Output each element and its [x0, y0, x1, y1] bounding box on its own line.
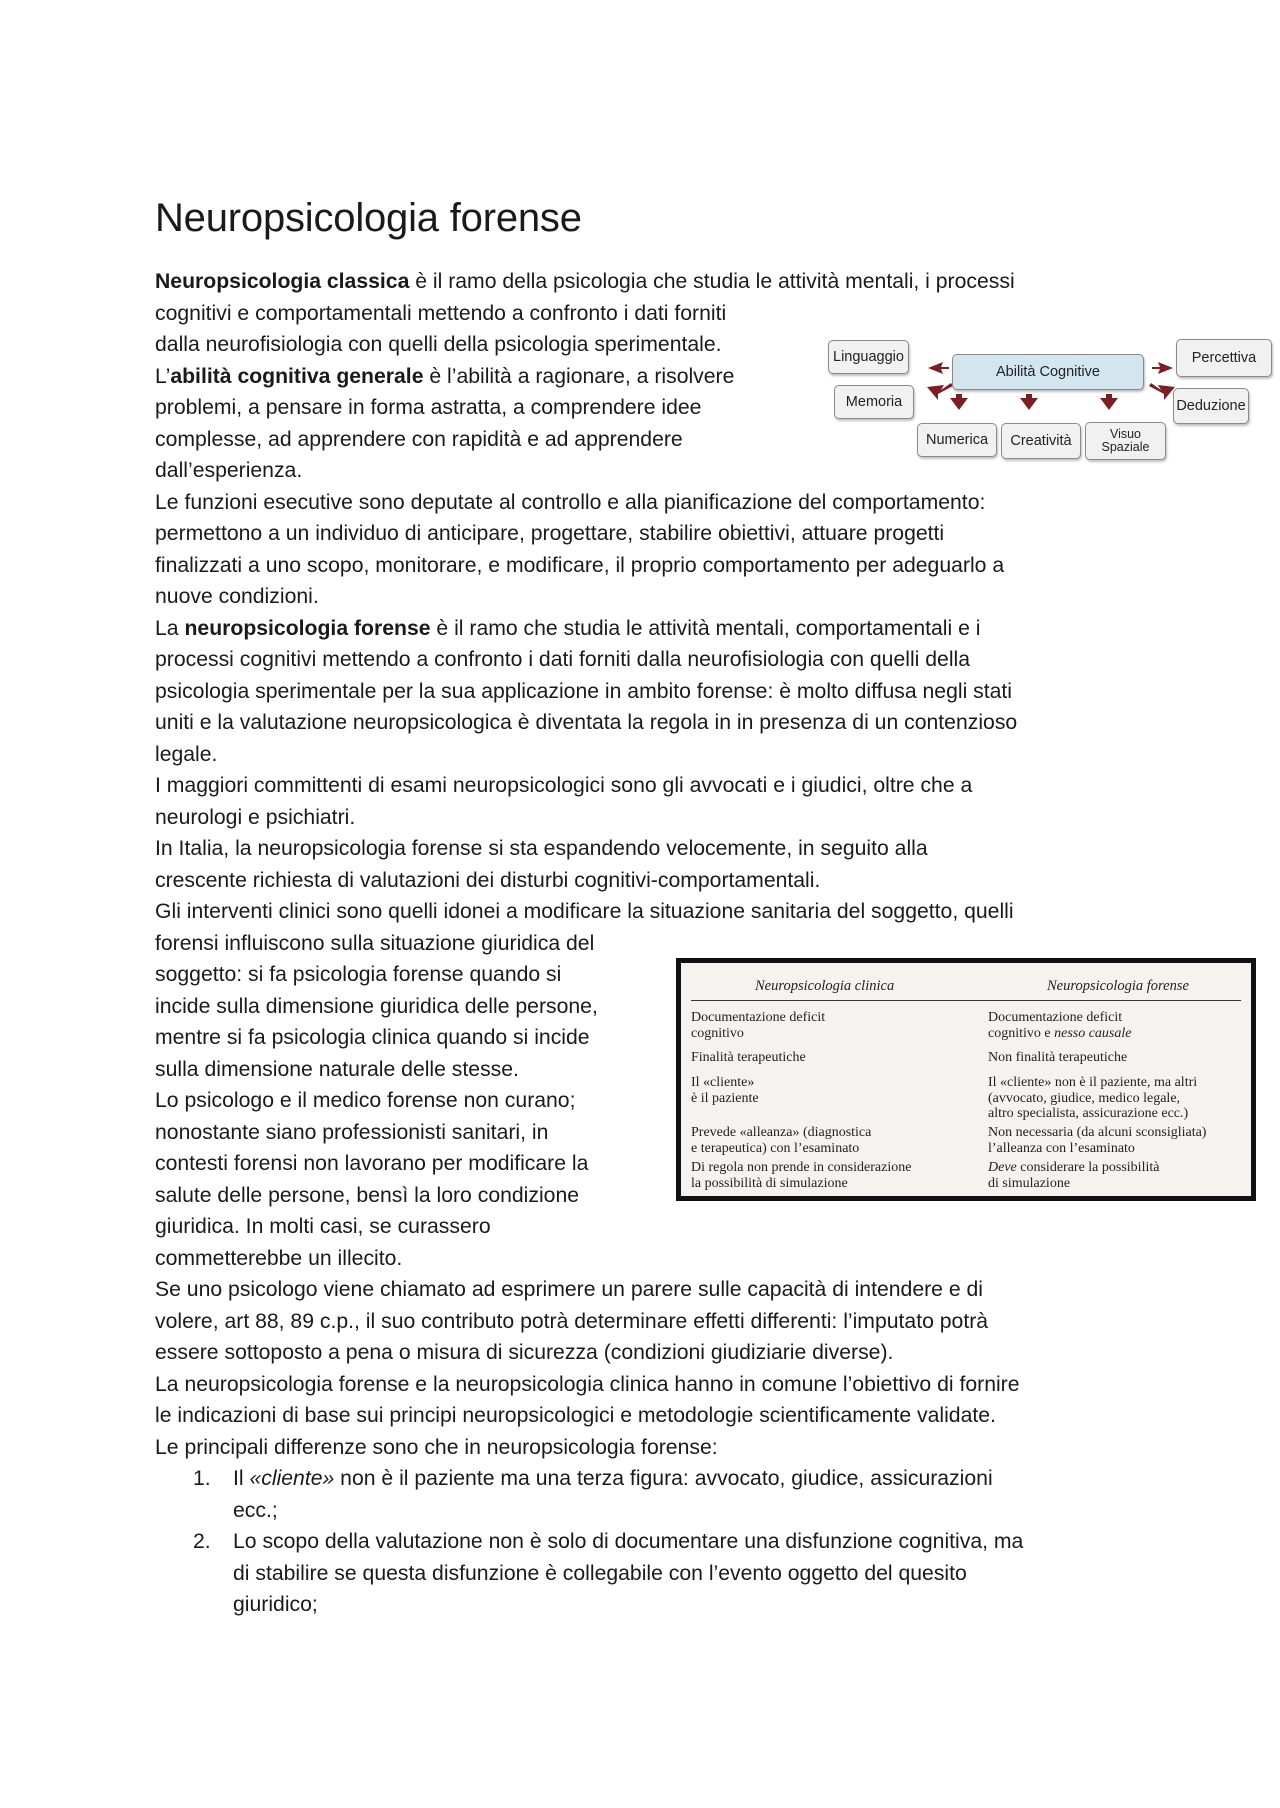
emphasis: «cliente»: [249, 1467, 335, 1490]
text-line: uniti e la valutazione neuropsicologica è diventata la regola in in presenza di un contenzioso: [155, 711, 1018, 734]
text-line: Lo psicologo e il medico forense non curano;: [155, 1089, 576, 1112]
text-line: essere sottoposto a pena o misura di sicurezza (condizioni giudiziarie diverse).: [155, 1341, 894, 1364]
numerica-box: Numerica: [917, 423, 997, 457]
text-line: La neuropsicologia forense è il ramo che studia le attività mentali, comportamentali e i: [155, 616, 981, 640]
table-cell: Di regola non prende in considerazione la possibilità di simulazione: [691, 1160, 912, 1191]
table-cell: Documentazione deficit cognitivo e nesso causale: [988, 1010, 1132, 1041]
text-line: volere, art 88, 89 c.p., il suo contributo potrà determinare effetti differenti: l’imputato potrà: [155, 1309, 989, 1333]
table-cell: Prevede «alleanza» (diagnostica e terapeutica) con l’esaminato: [691, 1125, 872, 1156]
list-item-line: Il «cliente» non è il paziente ma una terza figura: avvocato, giudice, assicurazioni: [233, 1467, 993, 1490]
arrow-to-memoria: [927, 383, 953, 400]
text-line: processi cognitivi mettendo a confronto i dati forniti dalla neurofisiologia con quelli della: [155, 648, 971, 671]
text-line: neurologi e psichiatri.: [155, 805, 356, 829]
text-line: La neuropsicologia forense e la neuropsicologia clinica hanno in comune l’obiettivo di fornire: [155, 1372, 1020, 1396]
text-line: legale.: [155, 742, 218, 766]
text-line: le indicazioni di base sui principi neuropsicologici e metodologie scientificamente validate.: [155, 1404, 996, 1427]
list-item-line: giuridico;: [233, 1593, 318, 1616]
text-line: problemi, a pensare in forma astratta, a comprendere idee: [155, 396, 702, 419]
text-line: nuove condizioni.: [155, 585, 319, 608]
table-header-rule: [691, 1000, 1241, 1001]
text-line: crescente richiesta di valutazioni dei disturbi cognitivi-comportamentali.: [155, 868, 821, 892]
arrow-to-numerica: [950, 394, 968, 410]
arrow-to-creativita: [1020, 394, 1038, 410]
table-header-clinica: Neuropsicologia clinica: [755, 978, 895, 994]
text-line: cognitivi e comportamentali mettendo a confronto i dati forniti: [155, 301, 727, 325]
cognitive-abilities-diagram: [828, 338, 1274, 466]
text-line: dall’esperienza.: [155, 459, 303, 482]
text-line: nonostante siano professionisti sanitari, in: [155, 1120, 549, 1144]
bold-term: abilità cognitiva generale: [170, 364, 424, 388]
arrow-to-percettiva: [1152, 362, 1173, 374]
text-line: Gli interventi clinici sono quelli idonei a modificare la situazione sanitaria del soggetto, quelli: [155, 900, 1014, 923]
percettiva-box: Percettiva: [1176, 339, 1272, 377]
table-cell: Finalità terapeutiche: [691, 1050, 806, 1065]
text-line: mentre si fa psicologia clinica quando si incide: [155, 1026, 590, 1049]
page-title: Neuropsicologia forense: [155, 196, 582, 240]
text-line: finalizzati a uno scopo, monitorare, e modificare, il proprio comportamento per adeguarlo a: [155, 553, 1005, 577]
text-line: salute delle persone, bensì la loro condizione: [155, 1183, 580, 1207]
text-line: psicologia sperimentale per la sua applicazione in ambito forense: è molto diffusa negli stati: [155, 679, 1013, 703]
arrow-to-visuo-spaziale: [1100, 394, 1118, 410]
abilita-cognitive-box: Abilità Cognitive: [952, 354, 1144, 390]
text-line: sulla dimensione naturale delle stesse.: [155, 1057, 519, 1081]
bold-term: neuropsicologia forense: [184, 616, 431, 640]
text-line: Le funzioni esecutive sono deputate al controllo e alla pianificazione del comportamento:: [155, 490, 986, 514]
comparison-table-image: [676, 958, 1256, 1201]
table-header-forense: Neuropsicologia forense: [1047, 978, 1189, 994]
text-line: dalla neurofisiologia con quelli della psicologia sperimentale.: [155, 333, 722, 356]
linguaggio-box: Linguaggio: [828, 340, 909, 374]
text-line: giuridica. In molti casi, se curassero: [155, 1215, 491, 1238]
table-cell: Il «cliente» è il paziente: [691, 1075, 759, 1106]
text-line: permettono a un individuo di anticipare, progettare, stabilire obiettivi, attuare progetti: [155, 522, 945, 545]
table-cell: Non finalità terapeutiche: [988, 1050, 1128, 1065]
text-line: incide sulla dimensione giuridica delle persone,: [155, 994, 598, 1018]
table-cell: Il «cliente» non è il paziente, ma altri (avvocato, giudice, medico legale, altro specialista, assicurazione ecc.): [988, 1075, 1198, 1121]
text-line: Neuropsicologia classica è il ramo della psicologia che studia le attività mentali, i processi: [155, 270, 1015, 293]
arrow-to-linguaggio: [928, 362, 949, 374]
memoria-box: Memoria: [834, 385, 914, 419]
deduzione-box: Deduzione: [1173, 388, 1249, 424]
list-item-line: Lo scopo della valutazione non è solo di documentare una disfunzione cognitiva, ma: [233, 1530, 1024, 1553]
list-number: 1.: [193, 1467, 211, 1490]
text-line: L’abilità cognitiva generale è l’abilità a ragionare, a risolvere: [155, 364, 735, 388]
list-item-line: di stabilire se questa disfunzione è collegabile con l’evento oggetto del quesito: [233, 1561, 967, 1585]
text-line: soggetto: si fa psicologia forense quando si: [155, 963, 562, 986]
table-cell: Deve considerare la possibilità di simulazione: [988, 1160, 1160, 1191]
list-number: 2.: [193, 1530, 211, 1553]
text-line: forensi influiscono sulla situazione giuridica del: [155, 931, 595, 955]
text-line: Se uno psicologo viene chiamato ad esprimere un parere sulle capacità di intendere e di: [155, 1278, 983, 1301]
text-line: Le principali differenze sono che in neuropsicologia forense:: [155, 1435, 718, 1459]
bold-term: Neuropsicologia classica: [155, 270, 410, 293]
text-line: In Italia, la neuropsicologia forense si sta espandendo velocemente, in seguito alla: [155, 837, 928, 860]
text-line: complesse, ad apprendere con rapidità e ad apprendere: [155, 427, 683, 451]
arrow-to-deduzione: [1149, 383, 1175, 400]
list-item-line: ecc.;: [233, 1498, 278, 1522]
text-line: I maggiori committenti di esami neuropsicologici sono gli avvocati e i giudici, oltre che a: [155, 774, 973, 797]
table-cell: Non necessaria (da alcuni sconsigliata) l’alleanza con l’esaminato: [988, 1125, 1207, 1156]
visuo-spaziale-box: Visuo Spaziale: [1085, 422, 1166, 460]
text-line: commetterebbe un illecito.: [155, 1246, 403, 1270]
table-cell: Documentazione deficit cognitivo: [691, 1010, 826, 1041]
creativita-box: Creatività: [1001, 423, 1081, 459]
text-line: contesti forensi non lavorano per modificare la: [155, 1152, 589, 1175]
